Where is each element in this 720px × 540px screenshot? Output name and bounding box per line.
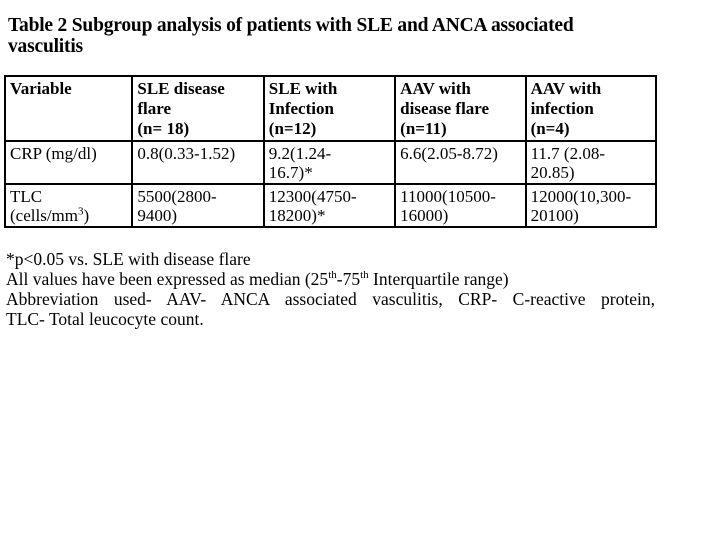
cell-text: (cells/mm [10,206,78,225]
footnote-significance: *p<0.05 vs. SLE with disease flare [6,249,251,269]
cell-tlc-aav-with-disease-flare [395,184,525,227]
cell-line: flare [137,99,172,118]
cell-line: 16.7)* [268,163,313,182]
cell-line: 12300(4750- [268,187,357,206]
cell-crp-aav-with-disease-flare [395,141,525,184]
table-row-crp [5,141,656,184]
header-cell-sle-disease-flare [132,76,263,141]
cell-line: 5500(2800- [137,187,217,206]
cell-tlc-aav-with-infection [526,184,656,227]
footnote-abbreviations-line2: TLC- Total leucocyte count. [6,309,204,329]
footnote-median [6,269,655,289]
cell-line: (n=12) [268,119,317,138]
document-title [8,15,716,57]
cell-line: SLE disease [137,79,225,98]
header-cell-sle-with-infection [264,76,395,141]
cell-line: (n=4) [530,119,570,138]
cell-line: (n=11) [400,119,447,138]
footnote-median-mid: -75 [336,269,361,289]
table-body [5,141,656,227]
cell-line: Infection [268,99,334,118]
footnote-abbreviations-line1: Abbreviation used- AAV- ANCA associated vasculitis, CRP- C-reactive protein, [6,289,655,309]
table-row-tlc [5,184,656,227]
footnote-median-pre: All values have been expressed as median (25 [6,269,329,289]
cell-crp-aav-with-infection [526,141,656,184]
superscript: 3 [77,205,84,218]
cell-text: ) [83,206,90,225]
cell-line: 12000(10,300- [530,187,632,206]
cell-tlc-sle-with-infection [264,184,395,227]
header-cell-variable [5,76,132,141]
cell-line: 18200)* [268,206,326,225]
superscript: th [328,269,337,282]
header-cell-aav-with-disease-flare [395,76,525,141]
subgroup-analysis-table [4,75,657,228]
cell-line: TLC [10,187,43,206]
cell-crp-variable [5,141,132,184]
footnotes [6,249,655,329]
footnote-median-post: Interquartile range) [368,269,509,289]
cell-line: 9.2(1.24- [268,144,332,163]
cell-tlc-sle-disease-flare [132,184,263,227]
cell-line: AAV with [400,79,471,98]
cell-line: 11.7 (2.08- [530,144,606,163]
cell-line: 6.6(2.05-8.72) [400,144,498,163]
cell-line: 11000(10500- [400,187,496,206]
cell-line: SLE with [268,79,338,98]
cell-line: 9400) [137,206,178,225]
cell-line: AAV with [530,79,602,98]
cell-crp-sle-disease-flare [132,141,263,184]
table-header-row [5,76,656,141]
cell-crp-sle-with-infection [264,141,395,184]
cell-line: Variable [10,79,72,98]
cell-line: 20.85) [530,163,575,182]
cell-line [10,206,127,225]
superscript: th [360,269,369,282]
cell-line: CRP (mg/dl) [10,144,97,163]
document-title-line1: Table 2 Subgroup analysis of patients with SLE and ANCA associated [8,15,574,36]
cell-line: infection [530,99,594,118]
cell-line: (n= 18) [137,119,190,138]
header-cell-aav-with-infection [526,76,656,141]
cell-line: 0.8(0.33-1.52) [137,144,236,163]
cell-line: disease flare [400,99,490,118]
document-title-line2: vasculitis [8,36,83,57]
cell-line: 20100) [530,206,579,225]
cell-line: 16000) [400,206,449,225]
cell-tlc-variable [5,184,132,227]
